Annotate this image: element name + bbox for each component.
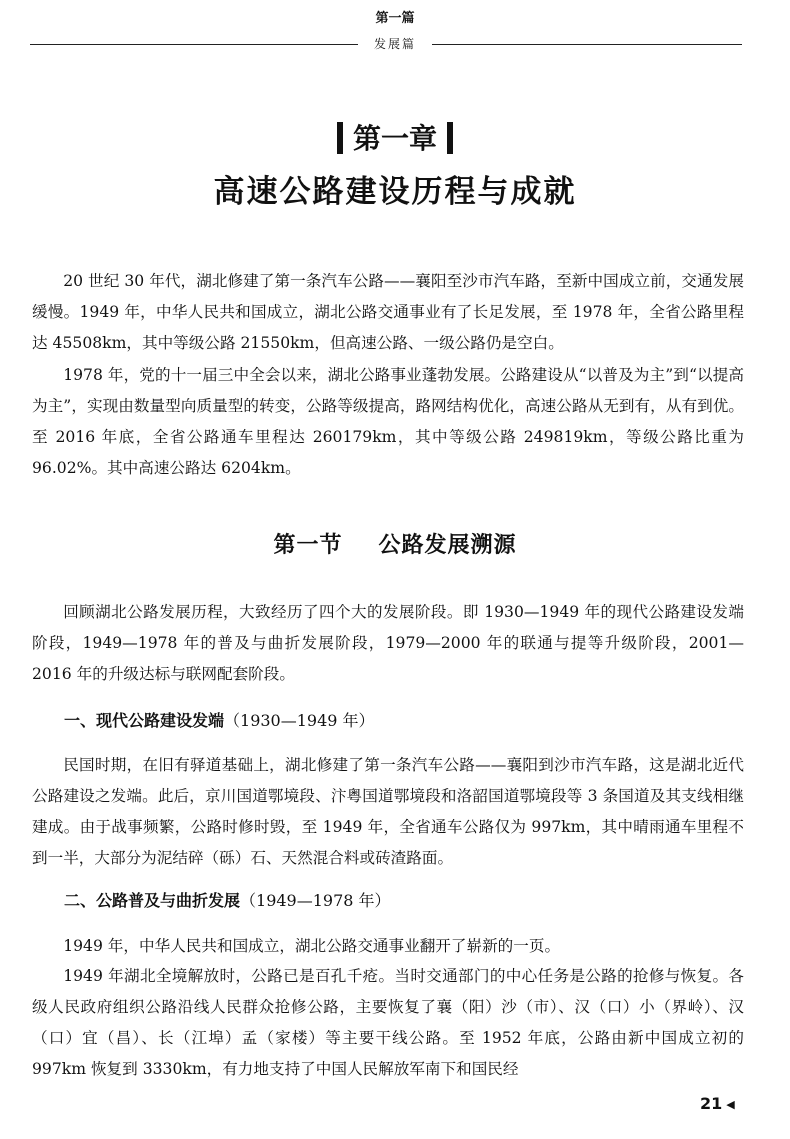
header-rule-right [432,44,742,45]
section-title: 公路发展溯源 [378,533,517,558]
intro-paragraph-2: 1978 年，党的十一届三中全会以来，湖北公路事业蓬勃发展。公路建设从“以普及为主”到“以提高为主”，实现由数量型向质量型的转变，公路等级提高，路网结构优化，高速公路从无到有，从有到优。至 2016 年底，全省公路通车里程达 260179km，其中等级公路 249819km，等级公路比重为 96.02%。其中高速公路达 6204km。 [32,366,744,477]
page-number-value: 21 [700,1094,723,1113]
subsection-title-2: 二、公路普及与曲折发展 [64,891,241,910]
chapter-label [0,119,790,159]
part-subtitle: 发展篇 [373,37,416,51]
intro-paragraph-1: 20 世纪 30 年代，湖北修建了第一条汽车公路——襄阳至沙市汽车路，至新中国成立前，交通发展缓慢。1949 年，中华人民共和国成立，湖北公路交通事业有了长足发展，至 1978 年，全省公路里程达 45508km，其中等级公路 21550km，但高速公路、一级公路仍是空白。 [32,272,744,352]
section-intro-paragraph: 回顾湖北公路发展历程，大致经历了四个大的发展阶段。即 1930—1949 年的现代公路建设发端阶段，1949—1978 年的普及与曲折发展阶段，1979—2000 年的联通与提等升级阶段，2001—2016 年的升级达标与联网配套阶段。 [32,603,744,683]
subsection-title-1: 一、现代公路建设发端 [64,711,225,730]
subsection-2-paragraph-1: 1949 年，中华人民共和国成立，湖北公路交通事业翻开了崭新的一页。 [63,937,561,955]
part-title: 第一篇 [375,11,415,26]
page-number [700,1092,760,1117]
triangle-left-icon: ◀ [726,1098,735,1111]
subsection-2-paragraph-2: 1949 年湖北全境解放时，公路已是百孔千疮。当时交通部门的中心任务是公路的抢修与恢复。各级人民政府组织公路沿线人民群众抢修公路，主要恢复了襄（阳）沙（市）、汉（口）小（界岭）、汉（口）宜（昌）、长（江埠）孟（家楼）等主要干线公路。至 1952 年底，公路由新中国成立初的 997km 恢复到 3330km，有力地支持了中国人民解放军南下和国民经 [32,967,744,1078]
subsection-heading-2 [64,886,744,916]
subsection-years-2: （1949—1978 年） [240,891,391,910]
chapter-number: 第一章 [352,122,437,155]
chapter-bar-left [337,122,343,154]
subsection-1-paragraph-1: 民国时期，在旧有驿道基础上，湖北修建了第一条汽车公路——襄阳到沙市汽车路，这是湖北近代公路建设之发端。此后，京川国道鄂境段、汴粤国道鄂境段和洛韶国道鄂境段等 3 条国道及其支线相继建成。由于战事频繁，公路时修时毁，至 1949 年，全省通车公路仅为 997km，其中晴雨通车里程不到一半，大部分为泥结碎（砾）石、天然混合料或砖渣路面。 [32,756,744,867]
section-heading [0,526,790,566]
chapter-bar-right [447,122,453,154]
subsection-years-1: （1930—1949 年） [224,711,375,730]
running-head [0,10,790,60]
chapter-title: 高速公路建设历程与成就 [213,174,577,210]
section-number: 第一节 [273,533,343,558]
subsection-heading-1 [64,706,744,736]
